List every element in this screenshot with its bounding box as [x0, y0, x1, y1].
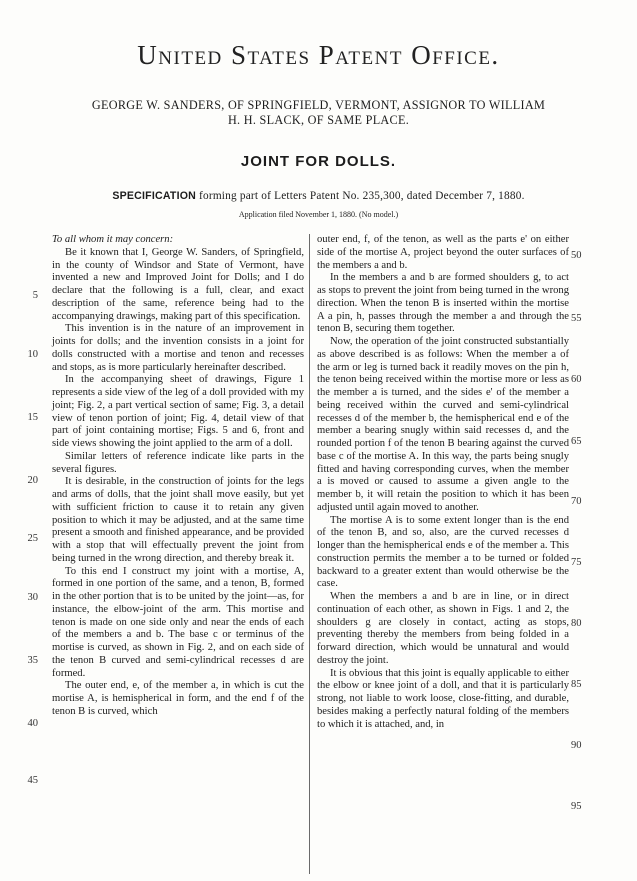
paragraph: The mortise A is to some extent longer than is the end of the tenon B, and so, also, are the curved recesses d longer than the hemispherical ends e of the member a. This construction permits the member a to be turned or folded backward to a greater extent than would otherwise be the case. — [317, 514, 569, 590]
paragraph: When the members a and b are in line, or in direct continuation of each other, as shown in Figs. 1 and 2, the shoulders g are closely in contact, acting as stops, preventing thereby the members from being folded in a forward direction, which would be unnatural and would destroy the joint. — [317, 591, 569, 666]
paragraph: Be it known that I, George W. Sanders, of Springfield, in the county of Windsor and State of Vermont, have invented a new and Improved Joint for Dolls; and I do declare that the following is a full, clear, and exact description of the same, reference being had to the accompanying drawings, making part of this specification. — [52, 246, 304, 322]
line-number: 25 — [27, 533, 38, 544]
salutation: To all whom it may concern: — [52, 234, 174, 245]
line-number: 20 — [27, 475, 38, 486]
line-number: 65 — [571, 436, 582, 447]
assignor-block — [40, 98, 597, 128]
paragraph: In the accompanying sheet of drawings, Figure 1 represents a side view of the leg of a doll provided with my joint; Fig. 2, a part vertical section of same; Fig. 3, a detail view of tenon portion of joint; Fig. 4, detail view of that part of joint containing mortise; Figs. 5 and 6, front and side views showing the joint applied to the arm of a doll. — [52, 374, 304, 449]
paragraph: The outer end, e, of the member a, in which is cut the mortise A, is hemispherical in form, and the end f of the tenon B is curved, which — [52, 680, 304, 717]
paragraph: It is desirable, in the construction of joints for the legs and arms of dolls, that the joint shall move easily, but yet with sufficient friction to cause it to retain any given position to which it may be adjusted, and at the same time present a smooth and finished appearance, and be provided with a stop that will effectually prevent the joint from being turned in the wrong direction, and thereby break it. — [52, 476, 304, 564]
assignor-line-1: GEORGE W. SANDERS, OF SPRINGFIELD, VERMONT, ASSIGNOR TO WILLIAM — [91, 98, 546, 112]
line-number: 85 — [571, 679, 582, 690]
line-number: 50 — [571, 250, 582, 261]
line-number: 45 — [27, 775, 38, 786]
line-number: 70 — [571, 496, 582, 507]
line-number: 60 — [571, 374, 582, 385]
column-divider — [309, 234, 310, 874]
line-number: 35 — [27, 655, 38, 666]
paragraph: outer end, f, of the tenon, as well as the parts e' on either side of the mortise A, project beyond the outer surfaces of the members a and b. — [317, 234, 569, 271]
line-number: 30 — [27, 592, 38, 603]
paragraph: Now, the operation of the joint constructed substantially as above described is as follows: When the member a of the arm or leg is turned back it readily moves on the pin h, the tenon being received within the mortise more or less as the member a is turned, and the sides e' of the member a being received within the curved and semi-cylindrical recesses d of the member b, the hemispherical end e of the member a bearing snugly within said recesses d, and the rounded portion f of the tenon B bearing against the curved base c of the mortise A. In this way, the parts being snugly fitted and having corresponding curves, when the member a is moved or caused to assume a given angle to the member b, it will retain the position to which it has been adjusted until again moved to another. — [317, 336, 569, 513]
line-number: 40 — [27, 718, 38, 729]
line-number: 95 — [571, 801, 582, 812]
paragraph: It is obvious that this joint is equally applicable to either the elbow or knee joint of a doll, and that it is particularly strong, not liable to work loose, close-fitting, and durable, besides making a perfectly natural folding of the members to which it is attached, and, in — [317, 667, 569, 730]
line-number: 90 — [571, 740, 582, 751]
assignor-line-2: H. H. SLACK, OF SAME PLACE. — [227, 113, 410, 127]
application-note: Application filed November 1, 1880. (No model.) — [238, 210, 399, 219]
paragraph: To this end I construct my joint with a mortise, A, formed in one portion of the same, and a tenon, B, formed in the other portion that is to be united by the joint—as, for instance, the elbow-joint of the arm. This mortise and tenon is made on one side only and near the ends of each of the members a and b. The base c or terminus of the mortise is curved, as shown in Fig. 2, and on each side of the tenon B curved and semi-cylindrical recesses d are formed. — [52, 565, 304, 679]
right-column — [317, 234, 569, 731]
specification-text: forming part of Letters Patent No. 235,300, dated December 7, 1880. — [199, 190, 525, 202]
line-number: 75 — [571, 557, 582, 568]
left-column — [52, 234, 304, 719]
paragraph: In the members a and b are formed shoulders g, to act as stops to prevent the joint from being turned in the wrong direction. When the tenon B is inserted within the mortise A a pin, h, passes through the member a and through the tenon B, securing them together. — [317, 272, 569, 335]
paragraph: Similar letters of reference indicate like parts in the several figures. — [52, 450, 304, 475]
line-number: 10 — [27, 349, 38, 360]
line-number: 55 — [571, 313, 582, 324]
line-number: 15 — [27, 412, 38, 423]
specification-label: SPECIFICATION — [112, 190, 197, 202]
office-title: United States Patent Office. — [137, 40, 500, 70]
line-number: 80 — [571, 618, 582, 629]
paragraph: This invention is in the nature of an improvement in joints for dolls; and the invention consists in a joint for dolls constructed with a mortise and tenon and recesses and stops, as is more particularly hereinafter described. — [52, 323, 304, 373]
line-number: 5 — [32, 290, 38, 301]
specification-line — [0, 190, 637, 202]
invention-title: JOINT FOR DOLLS. — [240, 153, 397, 170]
